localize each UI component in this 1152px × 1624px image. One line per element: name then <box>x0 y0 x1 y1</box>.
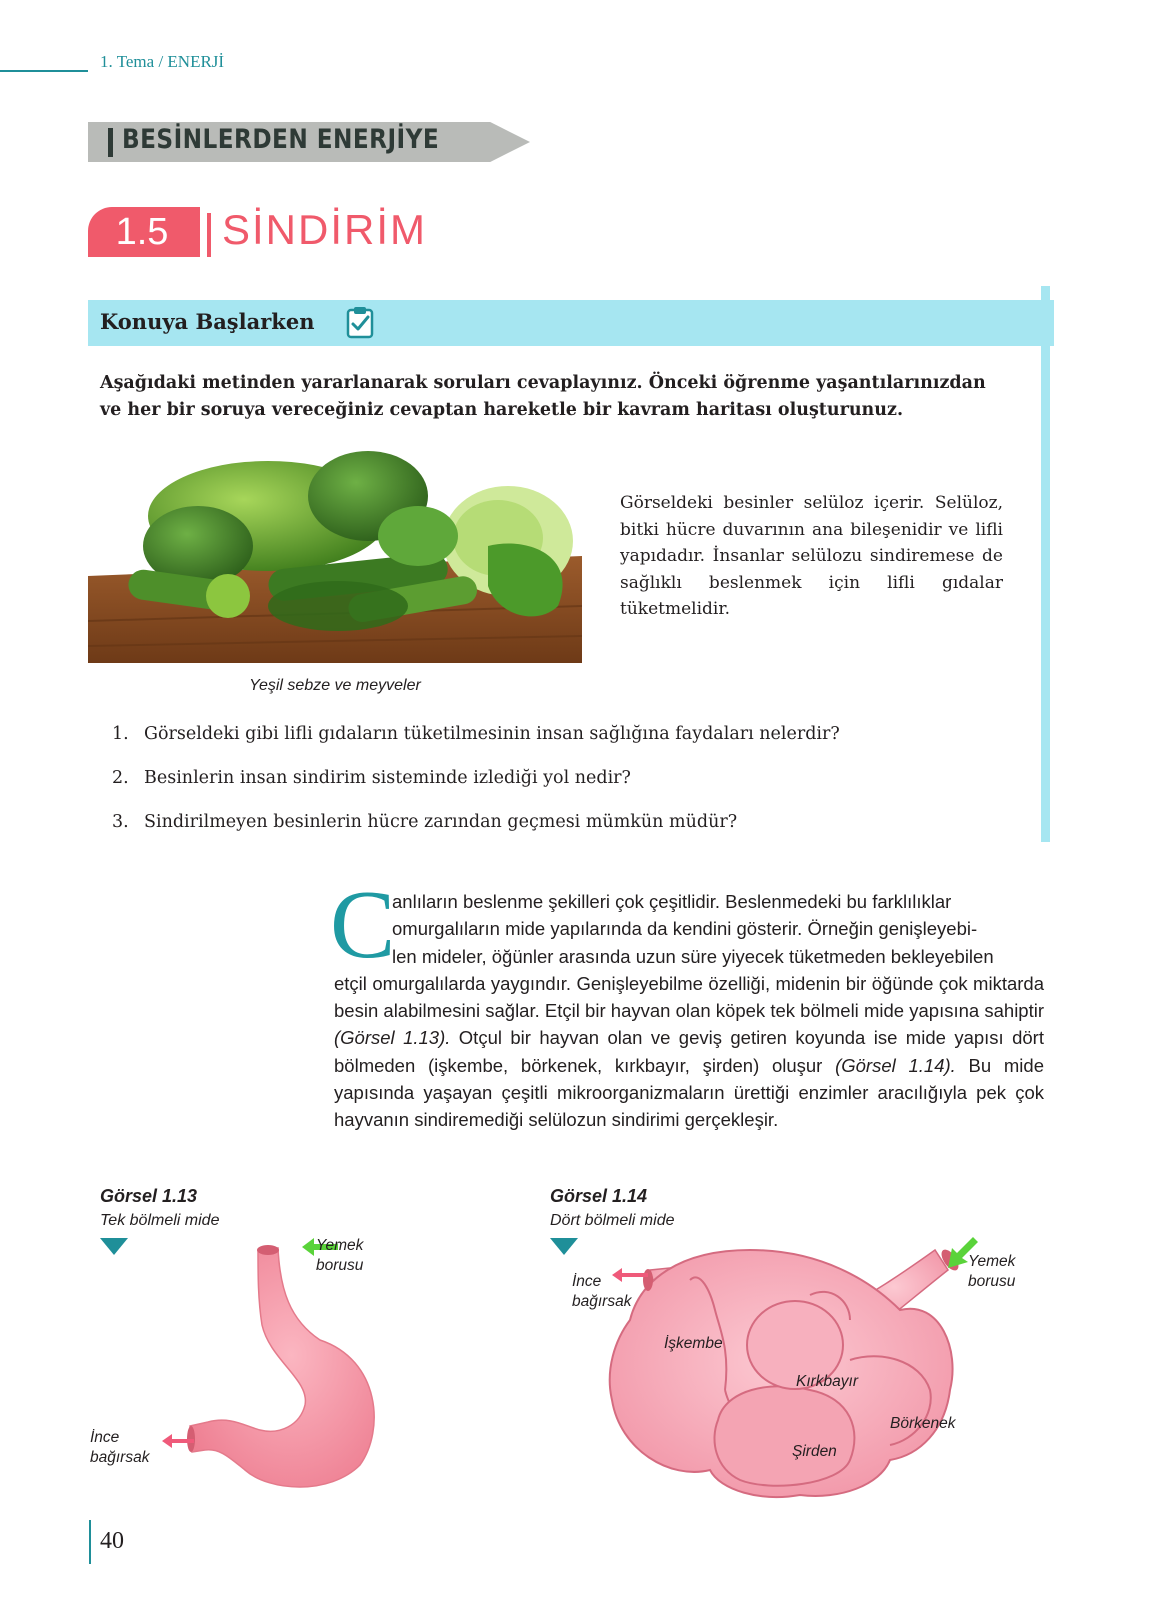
question-item: 1. Görseldeki gibi lifli gıdaların tüketilmesinin insan sağlığına faydaları nelerdir? <box>112 724 840 744</box>
intro-box-title: Konuya Başlarken <box>100 309 315 334</box>
label-omasum: Börkenek <box>890 1415 956 1432</box>
unit-title: BESİNLERDEN ENERJİYE <box>122 124 440 155</box>
body-paragraph: anlıların beslenme şekilleri çok çeşitlidir. Beslenmedeki bu farklılıklar omurgalıların mide yapılarında da kendini gösterir. Örneğin genişleyebi- len mideler, öğünler arasında uzun süre yiyecek tüketmeden bekleyebilen etçil omurgalılarda yaygındır. Genişleyebilme özelliği, midenin bir öğünde çok miktarda besin alabilmesini sağlar. Etçil bir hayvan olan köpek tek bölmeli mide yapısına sahiptir (Görsel 1.13). Otçul bir hayvan olan ve geviş getiren koyunda ise mide yapısı dört bölmeden (işkembe, börkenek, kırkbayır, şirden) oluşur (Görsel 1.14). Bu mide yapısında yaşayan çeşitli mikroorganizmaların ürettiği enzimler aracılığıyla pek çok hayvanın sindiremediği selülozun sindirimi gerçekleşir. <box>334 888 1044 1134</box>
section-divider <box>207 213 211 257</box>
label-esophagus: Yemek borusu <box>316 1237 364 1274</box>
label-esophagus: Yemek borusu <box>968 1253 1016 1290</box>
page-number: 40 <box>100 1528 124 1554</box>
label-small-intestine: İnce bağırsak <box>572 1273 632 1310</box>
photo-caption: Yeşil sebze ve meyveler <box>249 677 421 694</box>
label-small-intestine: İnce bağırsak <box>90 1429 150 1466</box>
unit-banner-bar <box>108 128 113 157</box>
label-rumen: İşkembe <box>664 1335 723 1352</box>
checklist-icon <box>342 305 378 341</box>
intro-instruction: Aşağıdaki metinden yararlanarak soruları cevaplayınız. Önceki öğrenme yaşantılarınızdan ve her bir soruya vereceğiniz cevaptan hareketle bir kavram haritası oluşturunuz. <box>100 373 986 420</box>
body-line: anlıların beslenme şekilleri çok çeşitlidir. Beslenmedeki bu farklılıklar <box>392 891 952 912</box>
photo-description: Görseldeki besinler selüloz içerir. Selüloz, bitki hücre duvarının ana bileşenidir ve lifli yapıdadır. İnsanlar selülozu sindiremese de sağlıklı beslenmek için lifli gıdalar tüketmelidir. <box>620 493 1003 619</box>
label-reticulum: Kırkbayır <box>796 1373 859 1390</box>
breadcrumb: 1. Tema / ENERJİ <box>100 52 225 71</box>
body-line: len mideler, öğünler arasında uzun süre yiyecek tüketmeden bekleyebilen <box>392 945 994 967</box>
single-chamber-stomach-illustration <box>150 1230 430 1500</box>
label-abomasum: Şirden <box>792 1443 837 1460</box>
triangle-marker-icon <box>550 1238 578 1255</box>
drop-cap: C <box>330 871 396 979</box>
pink-arrow-icon <box>160 1432 196 1450</box>
figure-title: Görsel 1.14 <box>550 1186 648 1206</box>
figure-subtitle: Tek bölmeli mide <box>100 1212 220 1229</box>
figure-reference: (Görsel 1.14). <box>835 1054 956 1076</box>
section-number: 1.5 <box>115 211 169 253</box>
intro-box-rail <box>1041 286 1050 842</box>
figure-reference: (Görsel 1.13). <box>334 1027 451 1049</box>
figure-subtitle: Dört bölmeli mide <box>550 1212 675 1229</box>
green-vegetables-photo <box>88 446 582 663</box>
triangle-marker-icon <box>100 1238 128 1255</box>
figure-title: Görsel 1.13 <box>100 1186 198 1206</box>
question-item: 3. Sindirilmeyen besinlerin hücre zarından geçmesi mümkün müdür? <box>112 812 738 832</box>
header-rule <box>0 70 88 72</box>
question-item: 2. Besinlerin insan sindirim sisteminde izlediği yol nedir? <box>112 768 631 788</box>
section-title: SİNDİRİM <box>222 206 427 253</box>
body-line: omurgalıların mide yapılarında da kendini gösterir. Örneğin genişleyebi- <box>392 918 978 940</box>
page-number-rule <box>89 1520 91 1564</box>
